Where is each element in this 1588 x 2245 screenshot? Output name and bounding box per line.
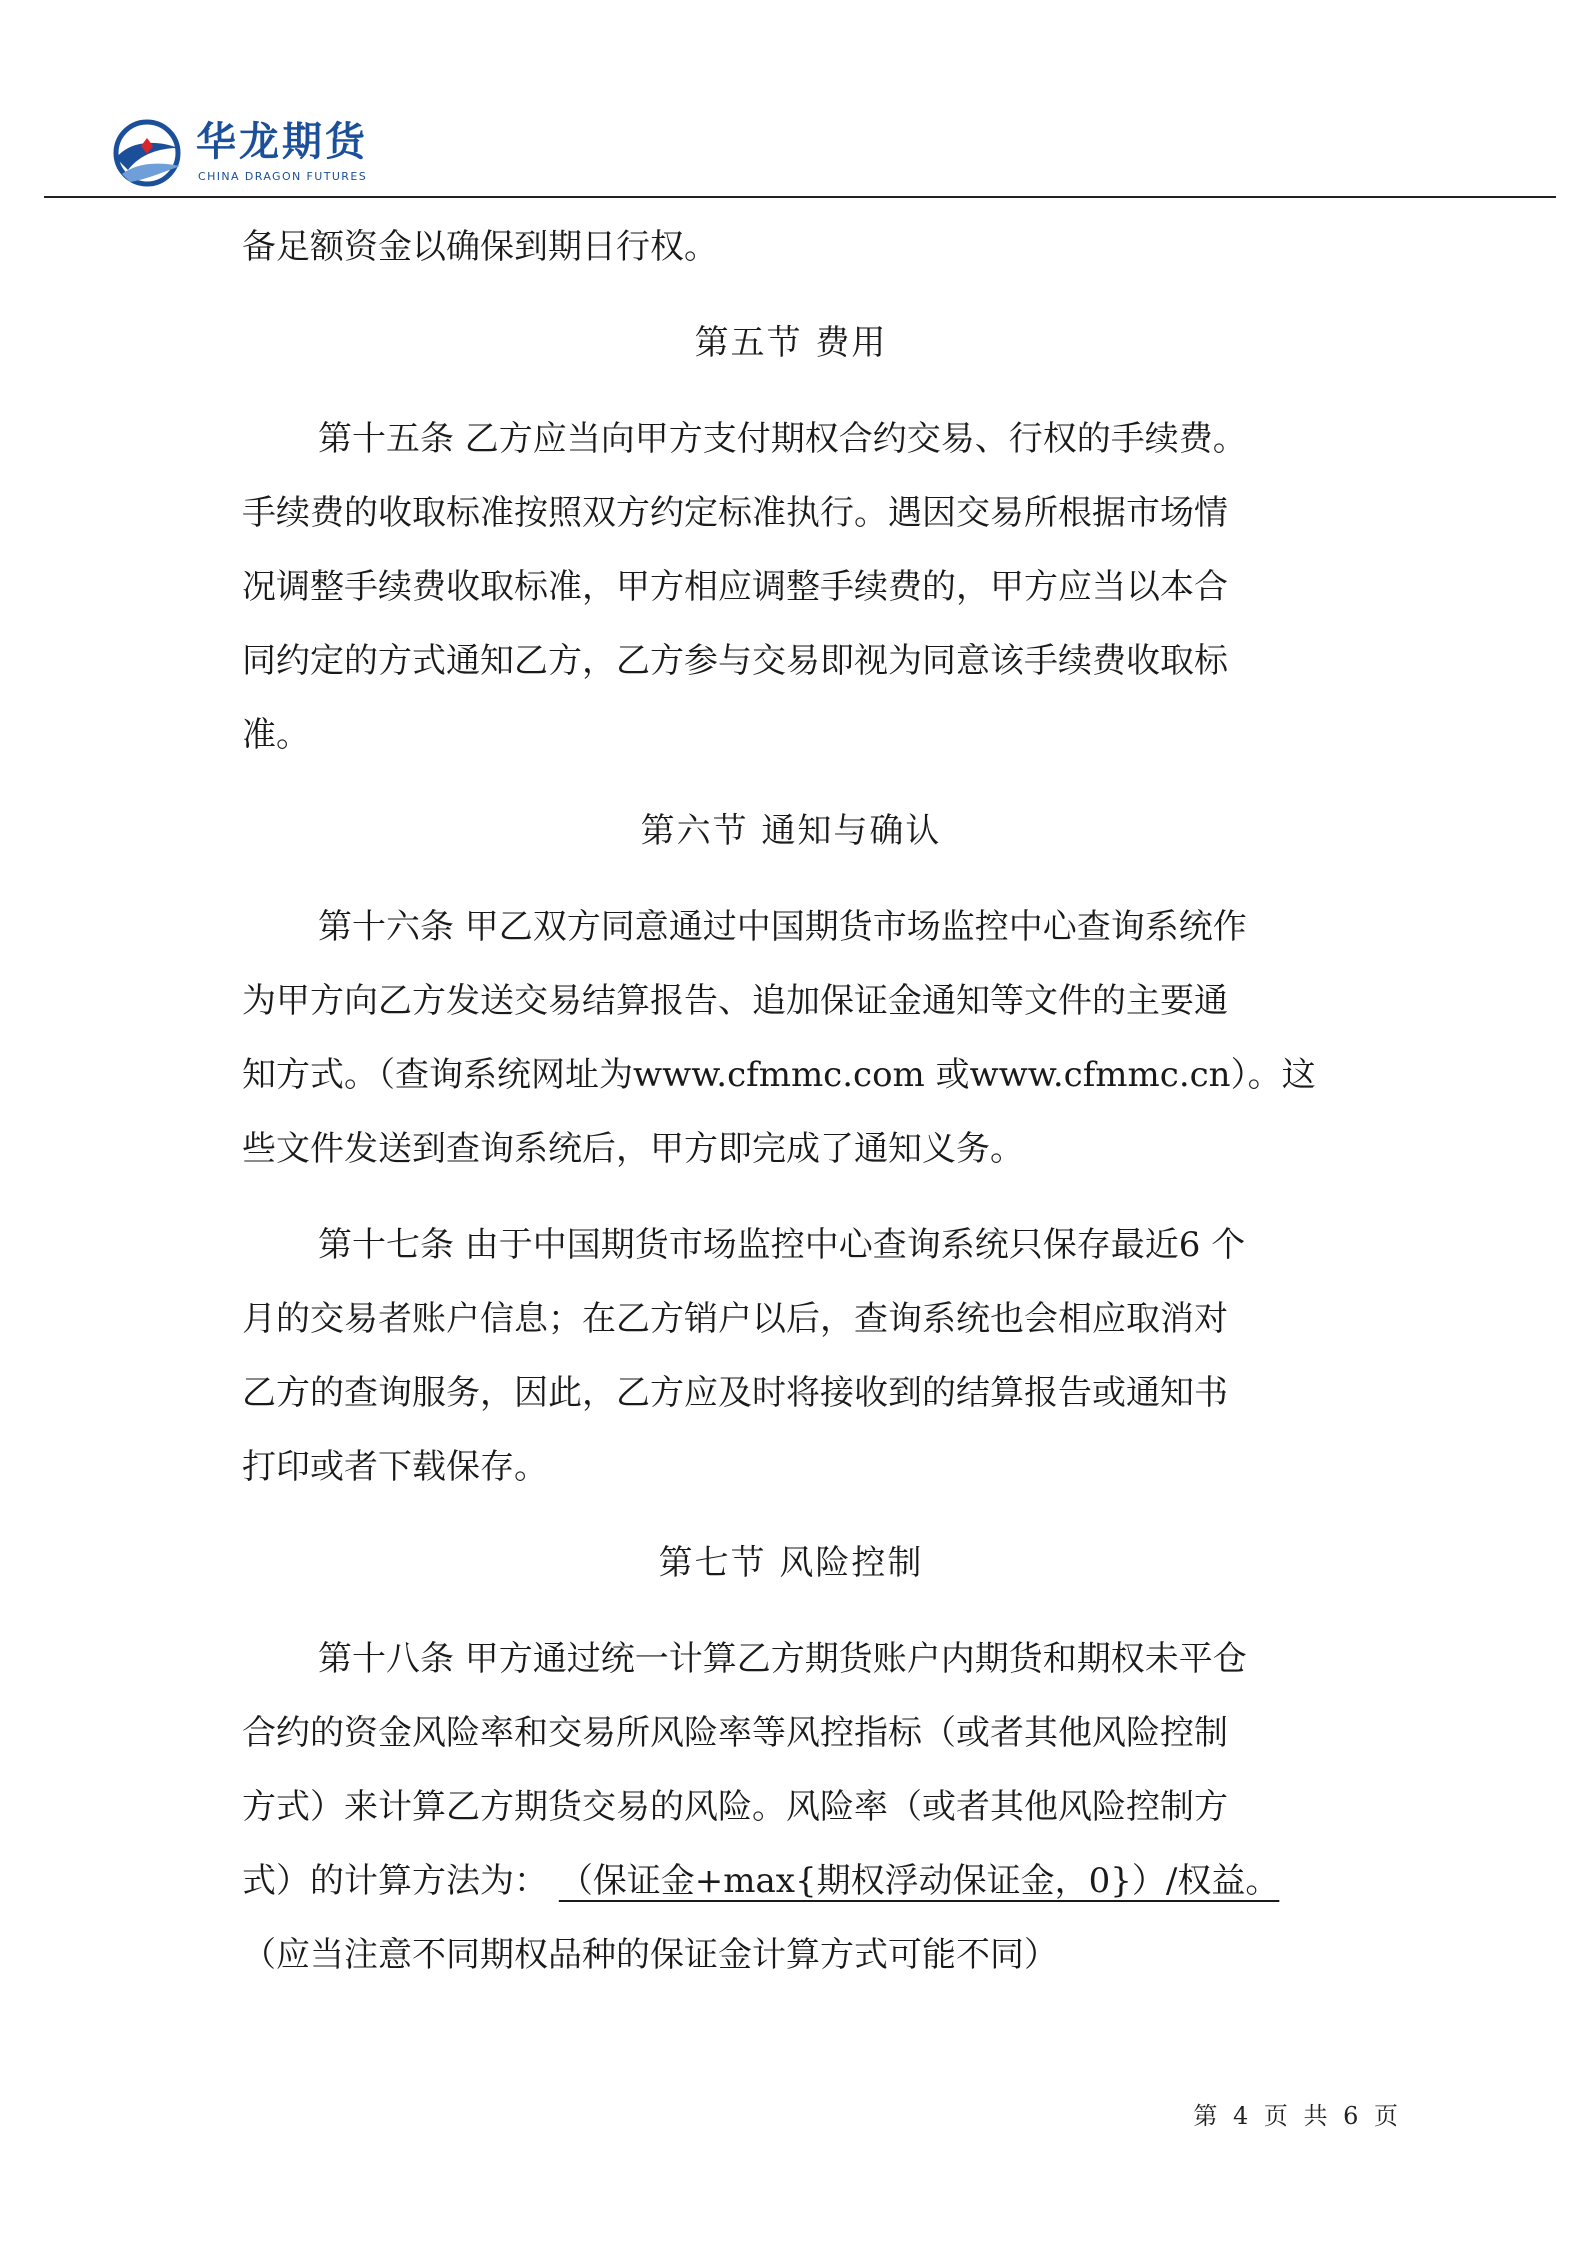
text-line: 为甲方向乙方发送交易结算报告、追加保证金通知等文件的主要通 (242, 981, 1228, 1021)
text-line: 打印或者下载保存。 (242, 1447, 548, 1487)
formula-prefix: 式）的计算方法为： (242, 1861, 548, 1901)
text-line: 手续费的收取标准按照双方约定标准执行。遇因交易所根据市场情 (242, 493, 1228, 533)
article-16 (242, 890, 1340, 1186)
article-17 (242, 1208, 1340, 1504)
text-line: 乙方的查询服务，因此，乙方应及时将接收到的结算报告或通知书 (242, 1373, 1228, 1413)
brand-name-cn: 华龙期货 (196, 119, 368, 165)
article-18 (242, 1622, 1340, 1992)
text-line: 知方式。（查询系统网址为www.cfmmc.com 或www.cfmmc.cn）。这 (242, 1055, 1316, 1095)
text-line: 准。 (242, 715, 310, 755)
text-line: 合约的资金风险率和交易所风险率等风控指标（或者其他风险控制 (242, 1713, 1228, 1753)
section-heading-7: 第七节 风险控制 (658, 1543, 924, 1583)
text-line: 同约定的方式通知乙方，乙方参与交易即视为同意该手续费收取标 (242, 641, 1228, 681)
header-divider (44, 196, 1556, 198)
text-line-note: （应当注意不同期权品种的保证金计算方式可能不同） (242, 1935, 1058, 1975)
document-body (242, 210, 1340, 1992)
text-line: 备足额资金以确保到期日行权。 (242, 227, 718, 267)
text-line: 些文件发送到查询系统后，甲方即完成了通知义务。 (242, 1129, 1024, 1169)
china-dragon-logo-icon (108, 118, 186, 188)
brand-name-en: CHINA DRAGON FUTURES (198, 170, 368, 183)
risk-rate-formula: （保证金+max{期权浮动保证金，0}）/权益。 (558, 1861, 1280, 1901)
text-line: 第十五条 乙方应当向甲方支付期权合约交易、行权的手续费。 (318, 419, 1247, 459)
page-number: 第 4 页 共 6 页 (1193, 2102, 1402, 2130)
text-line-formula (242, 1844, 1340, 1918)
text-line: 第十六条 甲乙双方同意通过中国期货市场监控中心查询系统作 (318, 907, 1247, 947)
paragraph-continuation (242, 210, 1340, 284)
text-line: 月的交易者账户信息；在乙方销户以后，查询系统也会相应取消对 (242, 1299, 1228, 1339)
section-heading-6: 第六节 通知与确认 (640, 811, 942, 851)
article-15 (242, 402, 1340, 772)
text-line: 方式）来计算乙方期货交易的风险。风险率（或者其他风险控制方 (242, 1787, 1228, 1827)
text-line: 第十八条 甲方通过统一计算乙方期货账户内期货和期权未平仓 (318, 1639, 1247, 1679)
text-line: 况调整手续费收取标准，甲方相应调整手续费的，甲方应当以本合 (242, 567, 1228, 607)
text-line: 第十七条 由于中国期货市场监控中心查询系统只保存最近6 个 (318, 1225, 1246, 1265)
page-header (0, 0, 1588, 200)
section-heading-5: 第五节 费用 (694, 323, 888, 363)
